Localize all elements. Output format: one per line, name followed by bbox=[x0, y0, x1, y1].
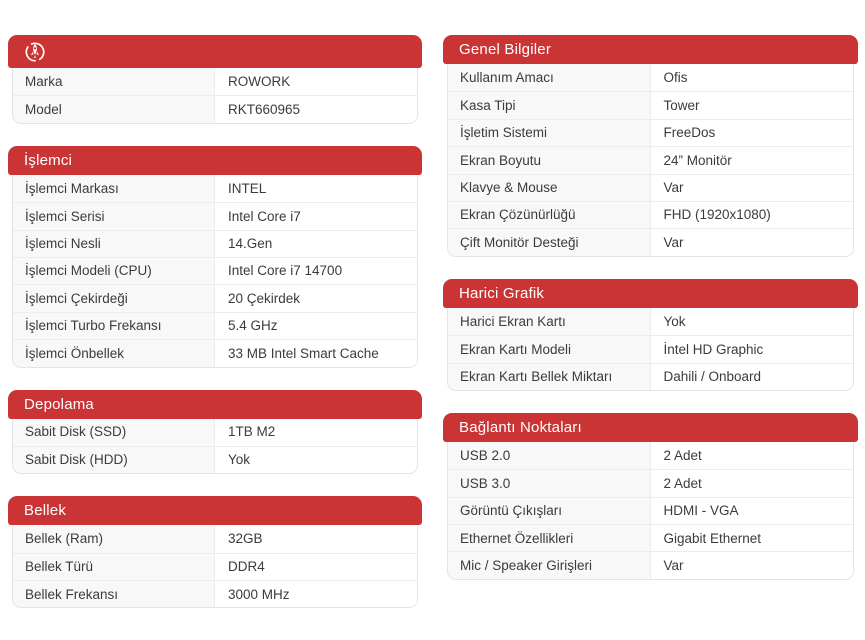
spec-label: Ekran Kartı Modeli bbox=[448, 336, 651, 362]
spec-value: Yok bbox=[651, 308, 854, 335]
spec-value: 2 Adet bbox=[651, 442, 854, 469]
brand-table-header bbox=[8, 35, 422, 68]
spec-label: Ekran Boyutu bbox=[448, 147, 651, 173]
spec-label: İşlemci Serisi bbox=[13, 203, 215, 229]
spec-row bbox=[448, 146, 853, 173]
spec-row bbox=[448, 201, 853, 228]
spec-value: DDR4 bbox=[215, 554, 417, 580]
spec-label: Mic / Speaker Girişleri bbox=[448, 552, 651, 578]
spec-row bbox=[13, 95, 417, 122]
storage-table-header bbox=[8, 390, 422, 419]
spec-row bbox=[13, 257, 417, 284]
spec-value: Gigabit Ethernet bbox=[651, 525, 854, 551]
spec-row bbox=[13, 525, 417, 552]
brand-table-body bbox=[12, 68, 418, 124]
spec-row bbox=[13, 230, 417, 257]
spec-label: İşlemci Nesli bbox=[13, 231, 215, 257]
spec-value: 24” Monitör bbox=[651, 147, 854, 173]
spec-row bbox=[13, 446, 417, 473]
spec-row bbox=[448, 524, 853, 551]
spec-value: FreeDos bbox=[651, 120, 854, 146]
section-title: Harici Grafik bbox=[459, 284, 545, 302]
spec-row bbox=[448, 363, 853, 390]
spec-row bbox=[13, 284, 417, 311]
spec-row bbox=[448, 308, 853, 335]
spec-value: 5.4 GHz bbox=[215, 313, 417, 339]
spec-label: Klavye & Mouse bbox=[448, 175, 651, 201]
spec-value: 32GB bbox=[215, 525, 417, 552]
spec-value: FHD (1920x1080) bbox=[651, 202, 854, 228]
storage-table bbox=[8, 390, 422, 475]
spec-value: 2 Adet bbox=[651, 470, 854, 496]
processor-table-header bbox=[8, 146, 422, 175]
spec-label: Çift Monitör Desteği bbox=[448, 229, 651, 255]
section-title: Bağlantı Noktaları bbox=[459, 418, 582, 436]
spec-label: Ethernet Özellikleri bbox=[448, 525, 651, 551]
spec-label: Ekran Kartı Bellek Miktarı bbox=[448, 364, 651, 390]
section-title: Bellek bbox=[24, 502, 67, 520]
external-graphics-table bbox=[443, 279, 858, 391]
memory-table-body bbox=[12, 525, 418, 608]
spec-value: 3000 MHz bbox=[215, 581, 417, 607]
spec-label: USB 2.0 bbox=[448, 442, 651, 469]
spec-row bbox=[448, 91, 853, 118]
spec-row bbox=[448, 119, 853, 146]
spec-label: İşlemci Önbellek bbox=[13, 340, 215, 366]
spec-value: RKT660965 bbox=[215, 96, 417, 122]
spec-label: Sabit Disk (HDD) bbox=[13, 447, 215, 473]
section-title: Genel Bilgiler bbox=[459, 41, 552, 58]
spec-row bbox=[448, 442, 853, 469]
spec-label: Ekran Çözünürlüğü bbox=[448, 202, 651, 228]
storage-table-body bbox=[12, 419, 418, 475]
spec-row bbox=[13, 419, 417, 446]
ports-table bbox=[443, 413, 858, 580]
general-info-table-header bbox=[443, 35, 858, 64]
spec-row bbox=[13, 580, 417, 607]
spec-label: İşlemci Modeli (CPU) bbox=[13, 258, 215, 284]
spec-value: Intel Core i7 bbox=[215, 203, 417, 229]
general-info-table-body bbox=[447, 64, 854, 257]
spec-label: Bellek Frekansı bbox=[13, 581, 215, 607]
spec-value: Dahili / Onboard bbox=[651, 364, 854, 390]
spec-value: 14.Gen bbox=[215, 231, 417, 257]
spec-label: Harici Ekran Kartı bbox=[448, 308, 651, 335]
spec-value: Intel Core i7 14700 bbox=[215, 258, 417, 284]
spec-column-left bbox=[8, 35, 422, 630]
spec-row bbox=[448, 64, 853, 91]
general-info-table bbox=[443, 35, 858, 257]
spec-row bbox=[13, 202, 417, 229]
memory-table-header bbox=[8, 496, 422, 525]
spec-row bbox=[448, 497, 853, 524]
spec-value: İntel HD Graphic bbox=[651, 336, 854, 362]
spec-row bbox=[448, 335, 853, 362]
spec-value: Var bbox=[651, 175, 854, 201]
external-graphics-table-header bbox=[443, 279, 858, 308]
spec-label: USB 3.0 bbox=[448, 470, 651, 496]
spec-value: 20 Çekirdek bbox=[215, 285, 417, 311]
rocket-logo-icon bbox=[24, 41, 46, 63]
external-graphics-table-body bbox=[447, 308, 854, 391]
spec-label: Kasa Tipi bbox=[448, 92, 651, 118]
ports-table-body bbox=[447, 442, 854, 580]
spec-row bbox=[448, 469, 853, 496]
spec-value: Tower bbox=[651, 92, 854, 118]
spec-row bbox=[13, 339, 417, 366]
spec-row bbox=[13, 312, 417, 339]
processor-table-body bbox=[12, 175, 418, 368]
spec-row bbox=[448, 228, 853, 255]
spec-value: Yok bbox=[215, 447, 417, 473]
spec-label: Görüntü Çıkışları bbox=[448, 498, 651, 524]
spec-value: 33 MB Intel Smart Cache bbox=[215, 340, 417, 366]
spec-label: Bellek (Ram) bbox=[13, 525, 215, 552]
spec-value: Var bbox=[651, 229, 854, 255]
brand-table bbox=[8, 35, 422, 124]
spec-row bbox=[448, 174, 853, 201]
spec-value: Ofis bbox=[651, 64, 854, 91]
processor-table bbox=[8, 146, 422, 368]
spec-label: Bellek Türü bbox=[13, 554, 215, 580]
spec-column-right bbox=[443, 35, 858, 602]
spec-value: INTEL bbox=[215, 175, 417, 202]
memory-table bbox=[8, 496, 422, 608]
spec-label: İşlemci Çekirdeği bbox=[13, 285, 215, 311]
spec-value: ROWORK bbox=[215, 68, 417, 95]
section-title: Depolama bbox=[24, 395, 94, 413]
spec-row bbox=[13, 175, 417, 202]
spec-label: Sabit Disk (SSD) bbox=[13, 419, 215, 446]
spec-value: Var bbox=[651, 552, 854, 578]
spec-row bbox=[13, 68, 417, 95]
spec-label: Model bbox=[13, 96, 215, 122]
spec-row bbox=[448, 551, 853, 578]
spec-value: HDMI - VGA bbox=[651, 498, 854, 524]
spec-label: İşletim Sistemi bbox=[448, 120, 651, 146]
spec-label: İşlemci Markası bbox=[13, 175, 215, 202]
spec-label: Kullanım Amacı bbox=[448, 64, 651, 91]
spec-value: 1TB M2 bbox=[215, 419, 417, 446]
spec-label: Marka bbox=[13, 68, 215, 95]
spec-row bbox=[13, 553, 417, 580]
section-title: İşlemci bbox=[24, 151, 73, 169]
spec-label: İşlemci Turbo Frekansı bbox=[13, 313, 215, 339]
ports-table-header bbox=[443, 413, 858, 442]
